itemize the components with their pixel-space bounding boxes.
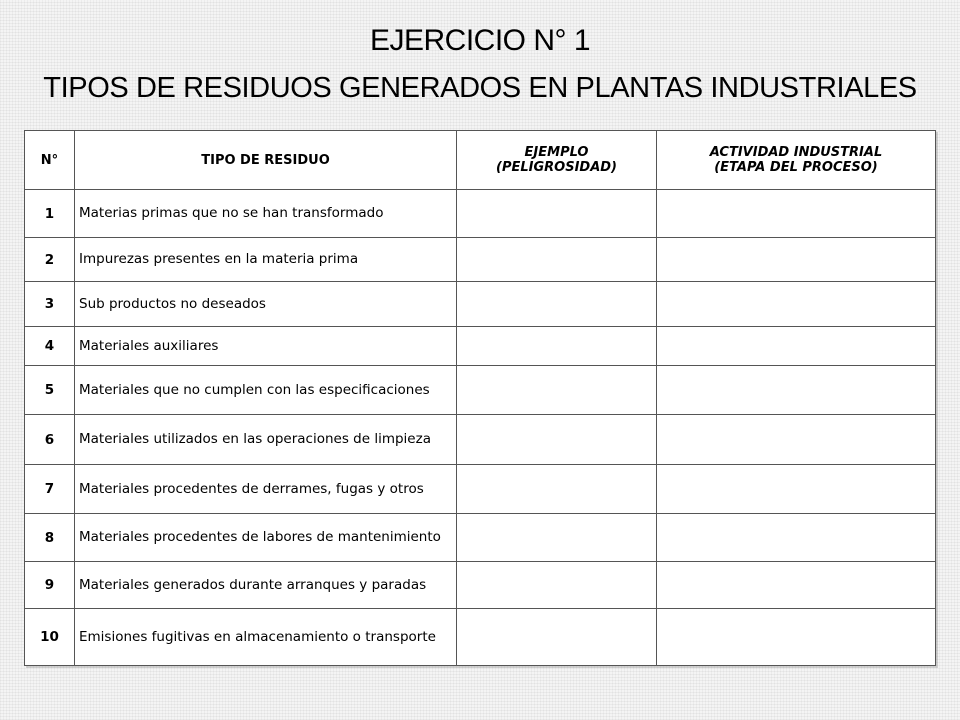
table-row xyxy=(25,562,936,609)
waste-type-cell: Materiales utilizados en las operaciones de limpieza xyxy=(75,415,457,465)
table-row xyxy=(25,465,936,514)
waste-type-cell: Materiales procedentes de derrames, fugas y otros xyxy=(75,465,457,514)
table-row xyxy=(25,190,936,238)
waste-type-cell: Materiales que no cumplen con las especificaciones xyxy=(75,366,457,415)
row-number: 7 xyxy=(25,465,75,514)
row-number: 3 xyxy=(25,282,75,327)
example-cell[interactable] xyxy=(457,327,657,366)
activity-cell[interactable] xyxy=(657,238,936,282)
activity-cell[interactable] xyxy=(657,609,936,666)
example-cell[interactable] xyxy=(457,514,657,562)
header-example-line1: EJEMPLO xyxy=(524,145,589,160)
waste-type-cell: Materiales procedentes de labores de mantenimiento xyxy=(75,514,457,562)
activity-cell[interactable] xyxy=(657,562,936,609)
row-number: 6 xyxy=(25,415,75,465)
activity-cell[interactable] xyxy=(657,465,936,514)
activity-cell[interactable] xyxy=(657,514,936,562)
waste-type-cell: Sub productos no deseados xyxy=(75,282,457,327)
header-activity-line1: ACTIVIDAD INDUSTRIAL xyxy=(709,145,883,160)
waste-type-cell: Materias primas que no se han transformado xyxy=(75,190,457,238)
row-number: 1 xyxy=(25,190,75,238)
header-example-line2: (PELIGROSIDAD) xyxy=(496,160,617,175)
activity-cell[interactable] xyxy=(657,366,936,415)
header-activity-line2: (ETAPA DEL PROCESO) xyxy=(714,160,878,175)
waste-types-table xyxy=(24,130,936,666)
table-row xyxy=(25,415,936,465)
example-cell[interactable] xyxy=(457,465,657,514)
header-waste-type: TIPO DE RESIDUO xyxy=(75,131,457,190)
row-number: 2 xyxy=(25,238,75,282)
row-number: 4 xyxy=(25,327,75,366)
table-row xyxy=(25,327,936,366)
table-row xyxy=(25,514,936,562)
waste-type-cell: Emisiones fugitivas en almacenamiento o transporte xyxy=(75,609,457,666)
header-industrial-activity xyxy=(657,131,936,190)
example-cell[interactable] xyxy=(457,562,657,609)
table-header-row xyxy=(25,131,936,190)
row-number: 5 xyxy=(25,366,75,415)
table-row xyxy=(25,609,936,666)
activity-cell[interactable] xyxy=(657,282,936,327)
waste-type-cell: Impurezas presentes en la materia prima xyxy=(75,238,457,282)
example-cell[interactable] xyxy=(457,366,657,415)
example-cell[interactable] xyxy=(457,282,657,327)
activity-cell[interactable] xyxy=(657,327,936,366)
exercise-title: EJERCICIO N° 1 xyxy=(369,24,591,57)
table-row xyxy=(25,282,936,327)
table-row xyxy=(25,366,936,415)
activity-cell[interactable] xyxy=(657,190,936,238)
waste-type-cell: Materiales generados durante arranques y paradas xyxy=(75,562,457,609)
page-title: TIPOS DE RESIDUOS GENERADOS EN PLANTAS INDUSTRIALES xyxy=(43,72,917,104)
row-number: 9 xyxy=(25,562,75,609)
header-number: N° xyxy=(25,131,75,190)
example-cell[interactable] xyxy=(457,238,657,282)
waste-type-cell: Materiales auxiliares xyxy=(75,327,457,366)
example-cell[interactable] xyxy=(457,609,657,666)
header-example xyxy=(457,131,657,190)
example-cell[interactable] xyxy=(457,190,657,238)
example-cell[interactable] xyxy=(457,415,657,465)
activity-cell[interactable] xyxy=(657,415,936,465)
row-number: 8 xyxy=(25,514,75,562)
table-row xyxy=(25,238,936,282)
row-number: 10 xyxy=(25,609,75,666)
